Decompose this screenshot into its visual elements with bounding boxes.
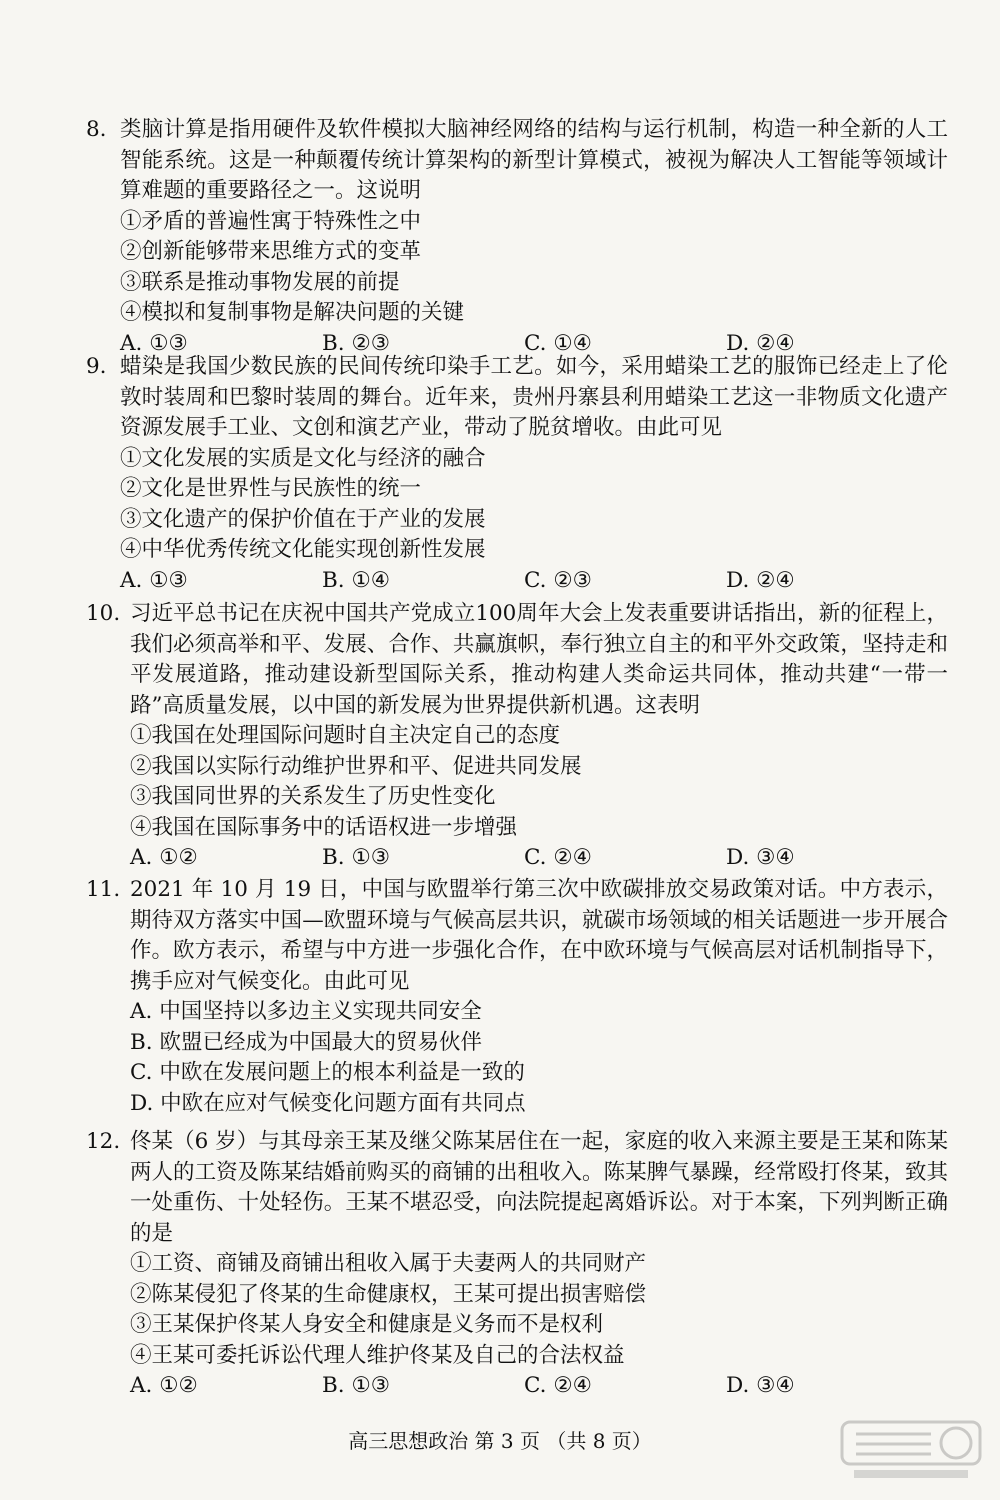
statement-4: ④王某可委托诉讼代理人维护佟某及自己的合法权益 <box>130 1342 625 1368</box>
statement-1: ①工资、商铺及商铺出租收入属于夫妻两人的共同财产 <box>130 1251 647 1276</box>
question-11 <box>86 875 948 1119</box>
choice-a: A. ①③ <box>120 330 188 356</box>
statement-4: ④我国在国际事务中的话语权进一步增强 <box>130 814 518 840</box>
choice-a: A. ①② <box>130 1373 198 1398</box>
choice-d: D. ②④ <box>726 567 795 593</box>
question-stem <box>86 599 948 721</box>
question-8 <box>86 115 948 359</box>
statement-1: ①文化发展的实质是文化与经济的融合 <box>120 445 486 471</box>
question-text: 习近平总书记在庆祝中国共产党成立100周年大会上发表重要讲话指出，新的征程上，我们必须高举和平、发展、合作、共赢旗帜，奉行独立自主的和平外交政策，坚持走和平发展道路，推动建设新型国际关系，推动构建人类命运共同体，推动共建“一带一路”高质量发展，以中国的新发展为世界提供新机遇。这表明 <box>130 601 948 718</box>
choice-a: A. ①② <box>130 845 198 870</box>
choice-c: C. ②④ <box>524 1373 592 1398</box>
option-b: B. 欧盟已经成为中国最大的贸易伙伴 <box>130 1029 482 1055</box>
option-c: C. 中欧在发展问题上的根本利益是一致的 <box>130 1060 525 1085</box>
choice-b: B. ①③ <box>322 1373 391 1398</box>
question-number: 10. <box>86 601 121 626</box>
question-10 <box>86 599 948 874</box>
choice-b: B. ①③ <box>322 845 391 870</box>
question-number: 12. <box>86 1129 121 1154</box>
choice-b: B. ①④ <box>322 567 391 593</box>
answer-choices <box>86 843 948 874</box>
watermark-logo-icon <box>836 1414 986 1484</box>
statement-2: ②陈某侵犯了佟某的生命健康权，王某可提出损害赔偿 <box>130 1281 647 1307</box>
question-text: 蜡染是我国少数民族的民间传统印染手工艺。如今，采用蜡染工艺的服饰已经走上了伦敦时装周和巴黎时装周的舞台。近年来，贵州丹寨县利用蜡染工艺这一非物质文化遗产资源发展手工业、文创和演艺产业，带动了脱贫增收。由此可见 <box>120 354 948 440</box>
question-text: 佟某（6 岁）与其母亲王某及继父陈某居住在一起，家庭的收入来源主要是王某和陈某两人的工资及陈某结婚前购买的商铺的出租收入。陈某脾气暴躁，经常殴打佟某，致其一处重伤、十处轻伤。王某不堪忍受，向法院提起离婚诉讼。对于本案，下列判断正确的是 <box>130 1129 948 1246</box>
statement-3: ③王某保护佟某人身安全和健康是义务而不是权利 <box>130 1312 604 1337</box>
question-stem <box>86 875 948 997</box>
choice-b: B. ②③ <box>322 330 391 356</box>
statement-2: ②文化是世界性与民族性的统一 <box>120 476 422 501</box>
statement-3: ③文化遗产的保护价值在于产业的发展 <box>120 506 486 532</box>
choice-d: D. ②④ <box>726 330 795 356</box>
choice-d: D. ③④ <box>726 1373 795 1398</box>
answer-choices <box>86 1371 948 1402</box>
question-number: 11. <box>86 877 121 902</box>
question-text: 类脑计算是指用硬件及软件模拟大脑神经网络的结构与运行机制，构造一种全新的人工智能系统。这是一种颠覆传统计算架构的新型计算模式，被视为解决人工智能等领域计算难题的重要路径之一。这说明 <box>120 117 948 203</box>
statement-4: ④中华优秀传统文化能实现创新性发展 <box>120 537 486 562</box>
answer-choices <box>86 566 948 597</box>
question-number: 8. <box>86 117 107 142</box>
statement-4: ④模拟和复制事物是解决问题的关键 <box>120 300 465 325</box>
statement-1: ①我国在处理国际问题时自主决定自己的态度 <box>130 723 561 748</box>
page-footer: 高三思想政治 第 3 页 （共 8 页） <box>348 1429 652 1453</box>
option-a: A. 中国坚持以多边主义实现共同安全 <box>130 999 482 1024</box>
choice-d: D. ③④ <box>726 845 795 870</box>
choice-c: C. ②④ <box>524 845 592 870</box>
choice-c: C. ①④ <box>524 330 592 356</box>
statement-2: ②我国以实际行动维护世界和平、促进共同发展 <box>130 753 582 779</box>
choice-a: A. ①③ <box>120 567 188 593</box>
question-stem <box>86 115 948 207</box>
choice-c: C. ②③ <box>524 567 592 593</box>
question-stem <box>86 1127 948 1249</box>
question-number: 9. <box>86 354 107 379</box>
question-12 <box>86 1127 948 1402</box>
statement-3: ③我国同世界的关系发生了历史性变化 <box>130 784 496 809</box>
statement-1: ①矛盾的普遍性寓于特殊性之中 <box>120 208 422 234</box>
question-text: 2021 年 10 月 19 日，中国与欧盟举行第三次中欧碳排放交易政策对话。中方表示，期待双方落实中国—欧盟环境与气候高层共识，就碳市场领域的相关话题进一步开展合作。欧方表示，希望与中方进一步强化合作，在中欧环境与气候高层对话机制指导下，携手应对气候变化。由此可见 <box>130 877 948 994</box>
option-d: D. 中欧在应对气候变化问题方面有共同点 <box>130 1090 526 1116</box>
statement-3: ③联系是推动事物发展的前提 <box>120 269 400 295</box>
question-stem <box>86 352 948 444</box>
statement-2: ②创新能够带来思维方式的变革 <box>120 239 422 264</box>
question-9 <box>86 352 948 596</box>
